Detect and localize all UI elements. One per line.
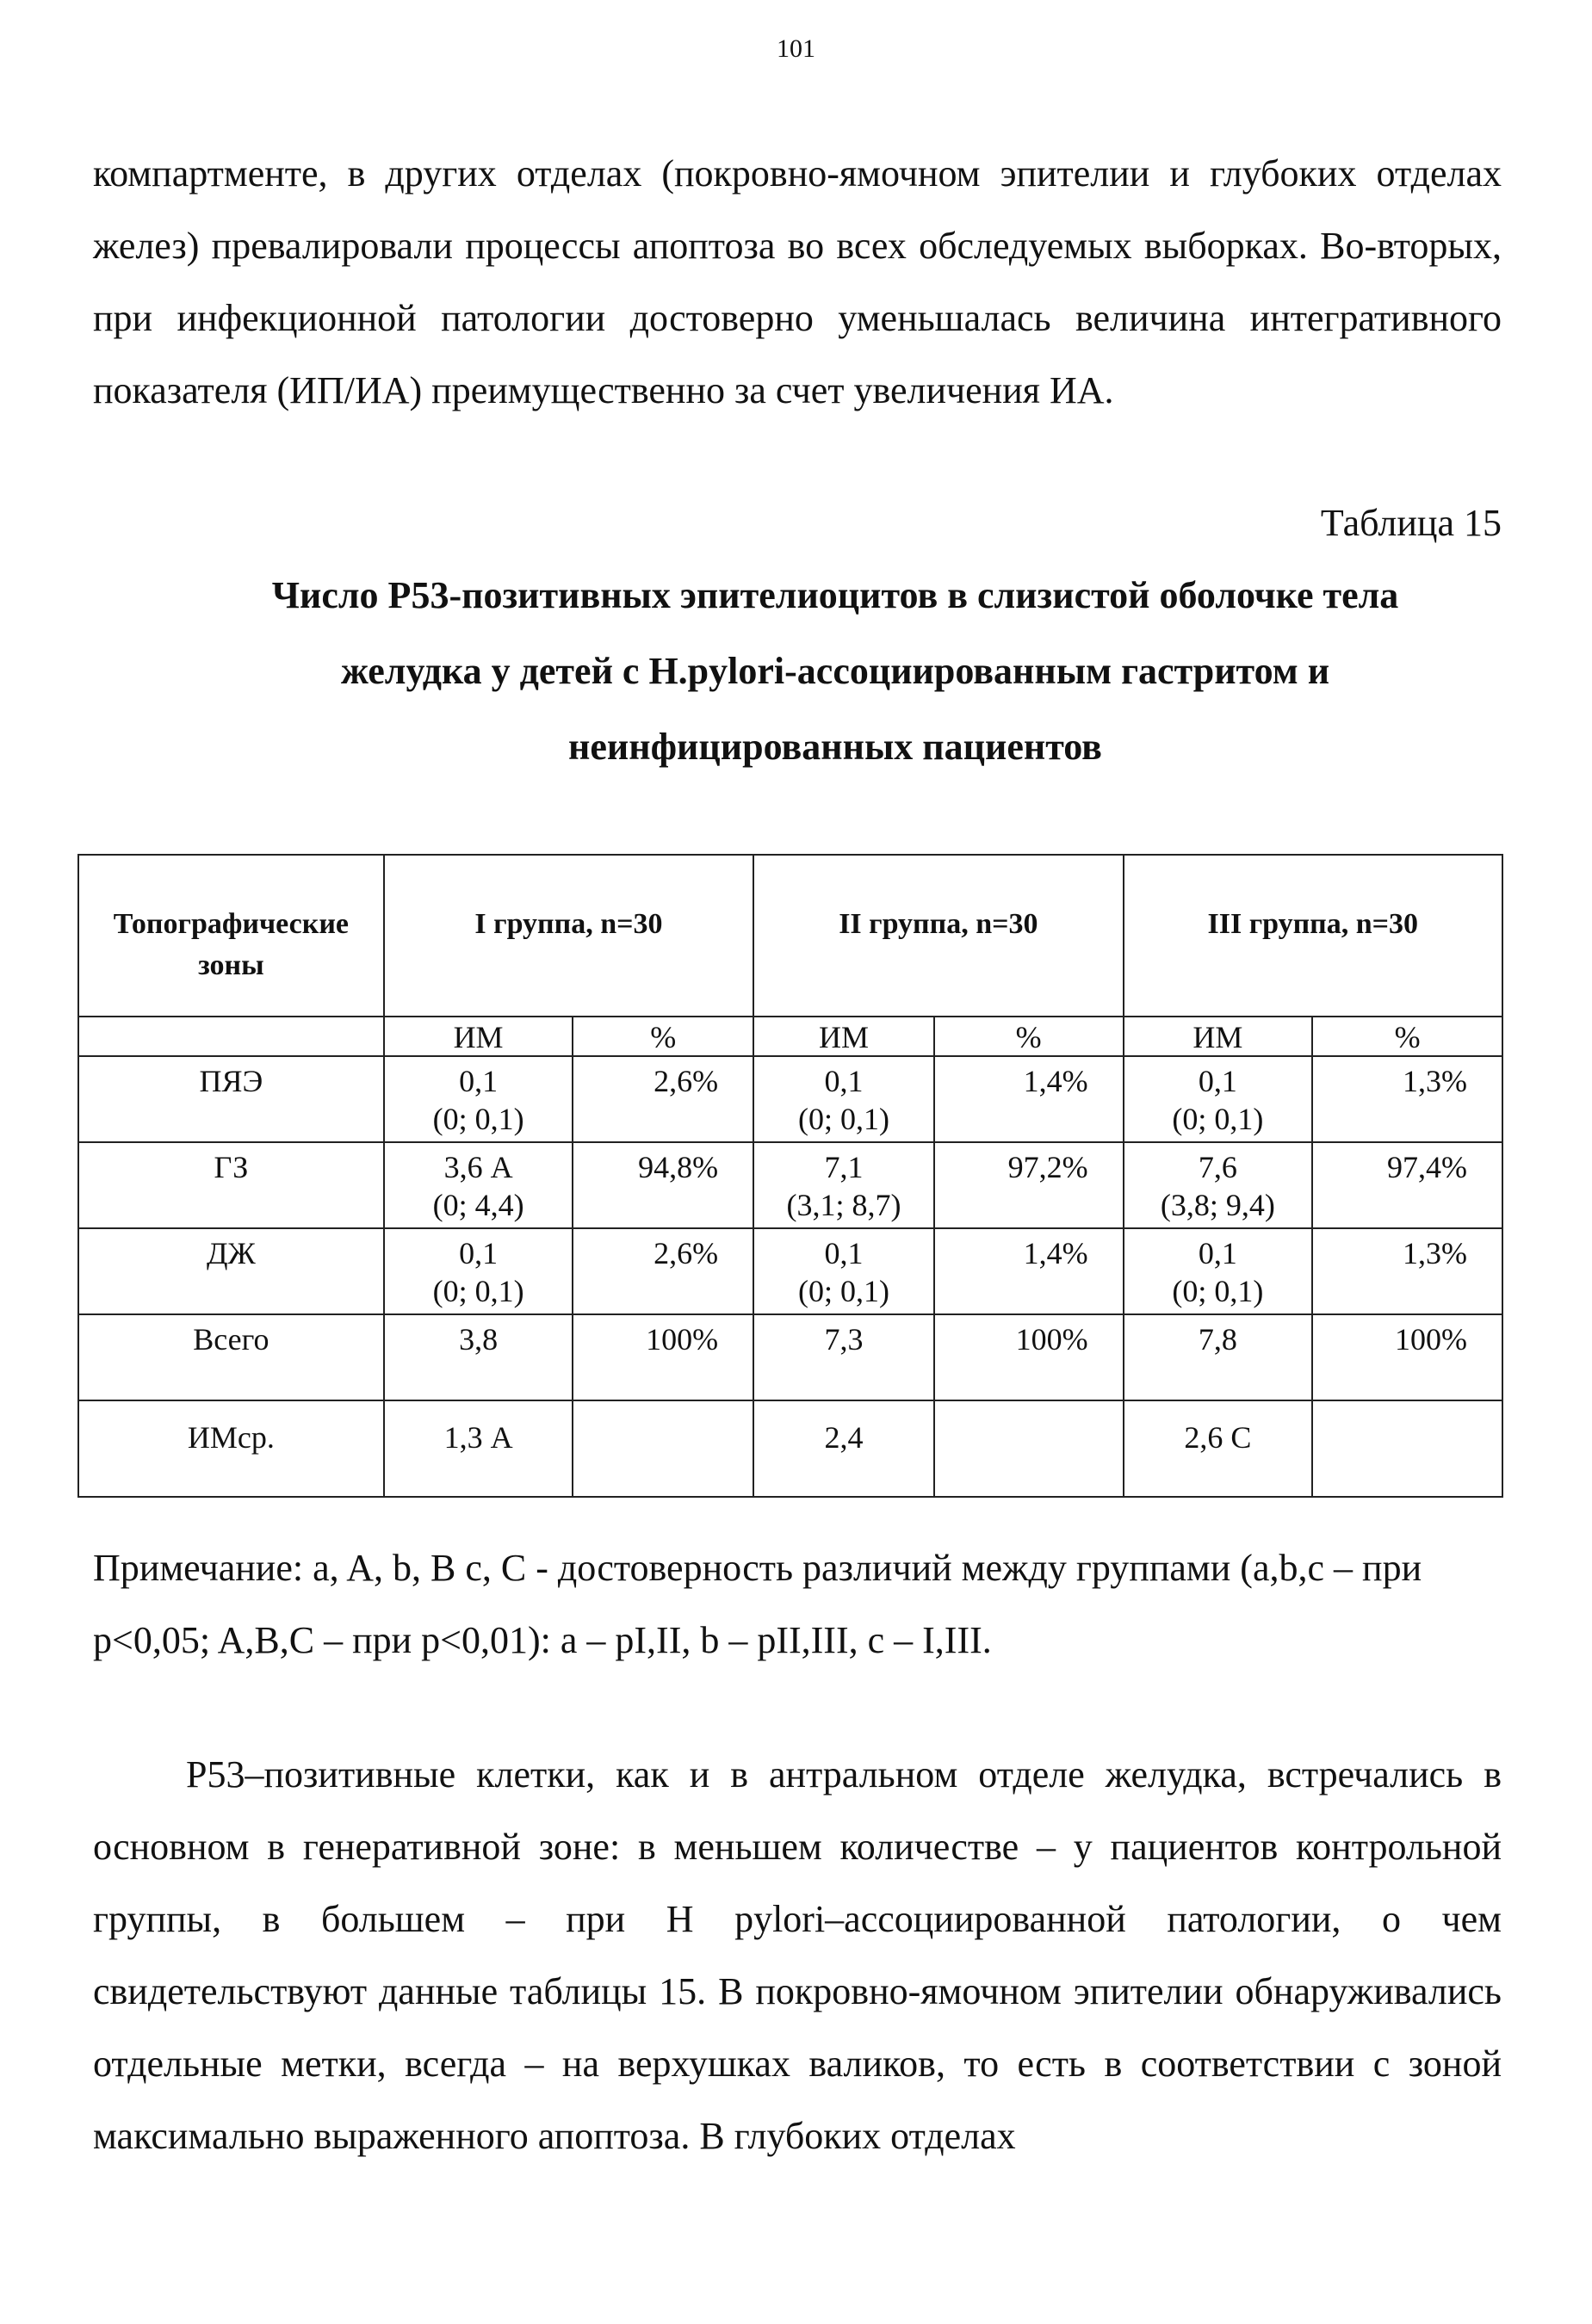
- header-group-3: III группа, n=30: [1124, 855, 1502, 1017]
- value-main: 0,1: [1198, 1064, 1237, 1098]
- zone-cell: ГЗ: [78, 1142, 384, 1228]
- value-cell: [753, 1056, 934, 1142]
- table-row: [78, 1314, 1502, 1400]
- table-title: [172, 558, 1498, 785]
- table-row: [78, 1228, 1502, 1314]
- value-main: 3,6 А: [443, 1150, 513, 1184]
- subheader-cell: %: [1312, 1017, 1502, 1056]
- table-row: [78, 1400, 1502, 1497]
- table-row: [78, 1142, 1502, 1228]
- value-range: (0; 0,1): [432, 1102, 524, 1136]
- value-main: 7,1: [824, 1150, 864, 1184]
- value-main: 0,1: [1198, 1236, 1237, 1270]
- value-cell: 3,8: [384, 1314, 573, 1400]
- empty-cell: [934, 1400, 1124, 1497]
- subheader-cell: %: [934, 1017, 1124, 1056]
- percent-cell: 1,3%: [1312, 1056, 1502, 1142]
- zone-cell: Всего: [78, 1314, 384, 1400]
- value-cell: 2,4: [753, 1400, 934, 1497]
- value-cell: [384, 1056, 573, 1142]
- value-range: (3,1; 8,7): [786, 1188, 901, 1222]
- value-cell: 2,6 С: [1124, 1400, 1313, 1497]
- value-range: (0; 0,1): [797, 1274, 889, 1308]
- subheader-cell: %: [573, 1017, 753, 1056]
- zone-cell: ИМср.: [78, 1400, 384, 1497]
- value-range: (0; 0,1): [1172, 1102, 1264, 1136]
- table-title-line-3: неинфицированных пациентов: [568, 726, 1102, 768]
- value-range: (0; 4,4): [432, 1188, 524, 1222]
- value-range: (0; 0,1): [432, 1274, 524, 1308]
- percent-cell: 100%: [573, 1314, 753, 1400]
- zone-cell: ДЖ: [78, 1228, 384, 1314]
- subheader-empty: [78, 1017, 384, 1056]
- table-title-line-1: Число Р53-позитивных эпителиоцитов в слизистой оболочке тела: [271, 574, 1399, 616]
- value-cell: [753, 1142, 934, 1228]
- percent-cell: 2,6%: [573, 1056, 753, 1142]
- percent-cell: 1,4%: [934, 1228, 1124, 1314]
- empty-cell: [573, 1400, 753, 1497]
- percent-cell: 1,4%: [934, 1056, 1124, 1142]
- paragraph-1: компартменте, в других отделах (покровно-ямочном эпителии и глубоких отделах желез) превалировали процессы апоптоза во всех обследуемых выборках. Во-вторых, при инфекционной патологии достоверно уменьшалась величина интегративного показателя (ИП/ИА) преимущественно за счет увеличения ИА.: [93, 152, 1502, 411]
- percent-cell: 94,8%: [573, 1142, 753, 1228]
- value-main: 0,1: [459, 1064, 499, 1098]
- value-range: (3,8; 9,4): [1160, 1188, 1275, 1222]
- value-main: 0,1: [459, 1236, 499, 1270]
- subheader-cell: ИМ: [1124, 1017, 1313, 1056]
- value-main: 0,1: [824, 1064, 864, 1098]
- value-cell: [753, 1228, 934, 1314]
- percent-cell: 97,2%: [934, 1142, 1124, 1228]
- percent-cell: 2,6%: [573, 1228, 753, 1314]
- value-cell: 7,3: [753, 1314, 934, 1400]
- table-row: [78, 1056, 1502, 1142]
- value-main: 0,1: [824, 1236, 864, 1270]
- subheader-cell: ИМ: [753, 1017, 934, 1056]
- header-zones: Топографические зоны: [78, 855, 384, 1017]
- value-range: (0; 0,1): [797, 1102, 889, 1136]
- table-subheader-row: [78, 1017, 1502, 1056]
- header-group-1: I группа, n=30: [384, 855, 753, 1017]
- table-title-line-2: желудка у детей с H.pylori-ассоциированным гастритом и: [340, 650, 1330, 692]
- value-main: 7,6: [1198, 1150, 1237, 1184]
- percent-cell: 1,3%: [1312, 1228, 1502, 1314]
- table-number: Таблица 15: [1320, 502, 1502, 544]
- header-group-2: II группа, n=30: [753, 855, 1123, 1017]
- subheader-cell: ИМ: [384, 1017, 573, 1056]
- value-cell: [1124, 1228, 1313, 1314]
- data-table: [77, 854, 1503, 1498]
- empty-cell: [1312, 1400, 1502, 1497]
- value-cell: [1124, 1142, 1313, 1228]
- percent-cell: 100%: [1312, 1314, 1502, 1400]
- value-cell: [1124, 1056, 1313, 1142]
- value-cell: [384, 1142, 573, 1228]
- value-range: (0; 0,1): [1172, 1274, 1264, 1308]
- zone-cell: ПЯЭ: [78, 1056, 384, 1142]
- table-header-row: [78, 855, 1502, 1017]
- table-note: Примечание: a, A, b, B c, C - достоверность различий между группами (a,b,c – при p<0,05; A,B,C – при p<0,01): a – pI,II, b – pII,III, c – I,III.: [93, 1547, 1422, 1661]
- value-cell: [384, 1228, 573, 1314]
- paragraph-2: Р53–позитивные клетки, как и в антральном отделе желудка, встречались в основном в генеративной зоне: в меньшем количестве – у пациентов контрольной группы, в большем – при H pylori–ассоциированной патологии, о чем свидетельствуют данные таблицы 15. В покровно-ямочном эпителии обнаруживались отдельные метки, всегда – на верхушках валиков, то есть в соответствии с зоной максимально выраженного апоптоза. В глубоких отделах: [93, 1753, 1502, 2157]
- percent-cell: 97,4%: [1312, 1142, 1502, 1228]
- value-cell: 7,8: [1124, 1314, 1313, 1400]
- value-cell: 1,3 А: [384, 1400, 573, 1497]
- page-number: 101: [777, 34, 815, 63]
- percent-cell: 100%: [934, 1314, 1124, 1400]
